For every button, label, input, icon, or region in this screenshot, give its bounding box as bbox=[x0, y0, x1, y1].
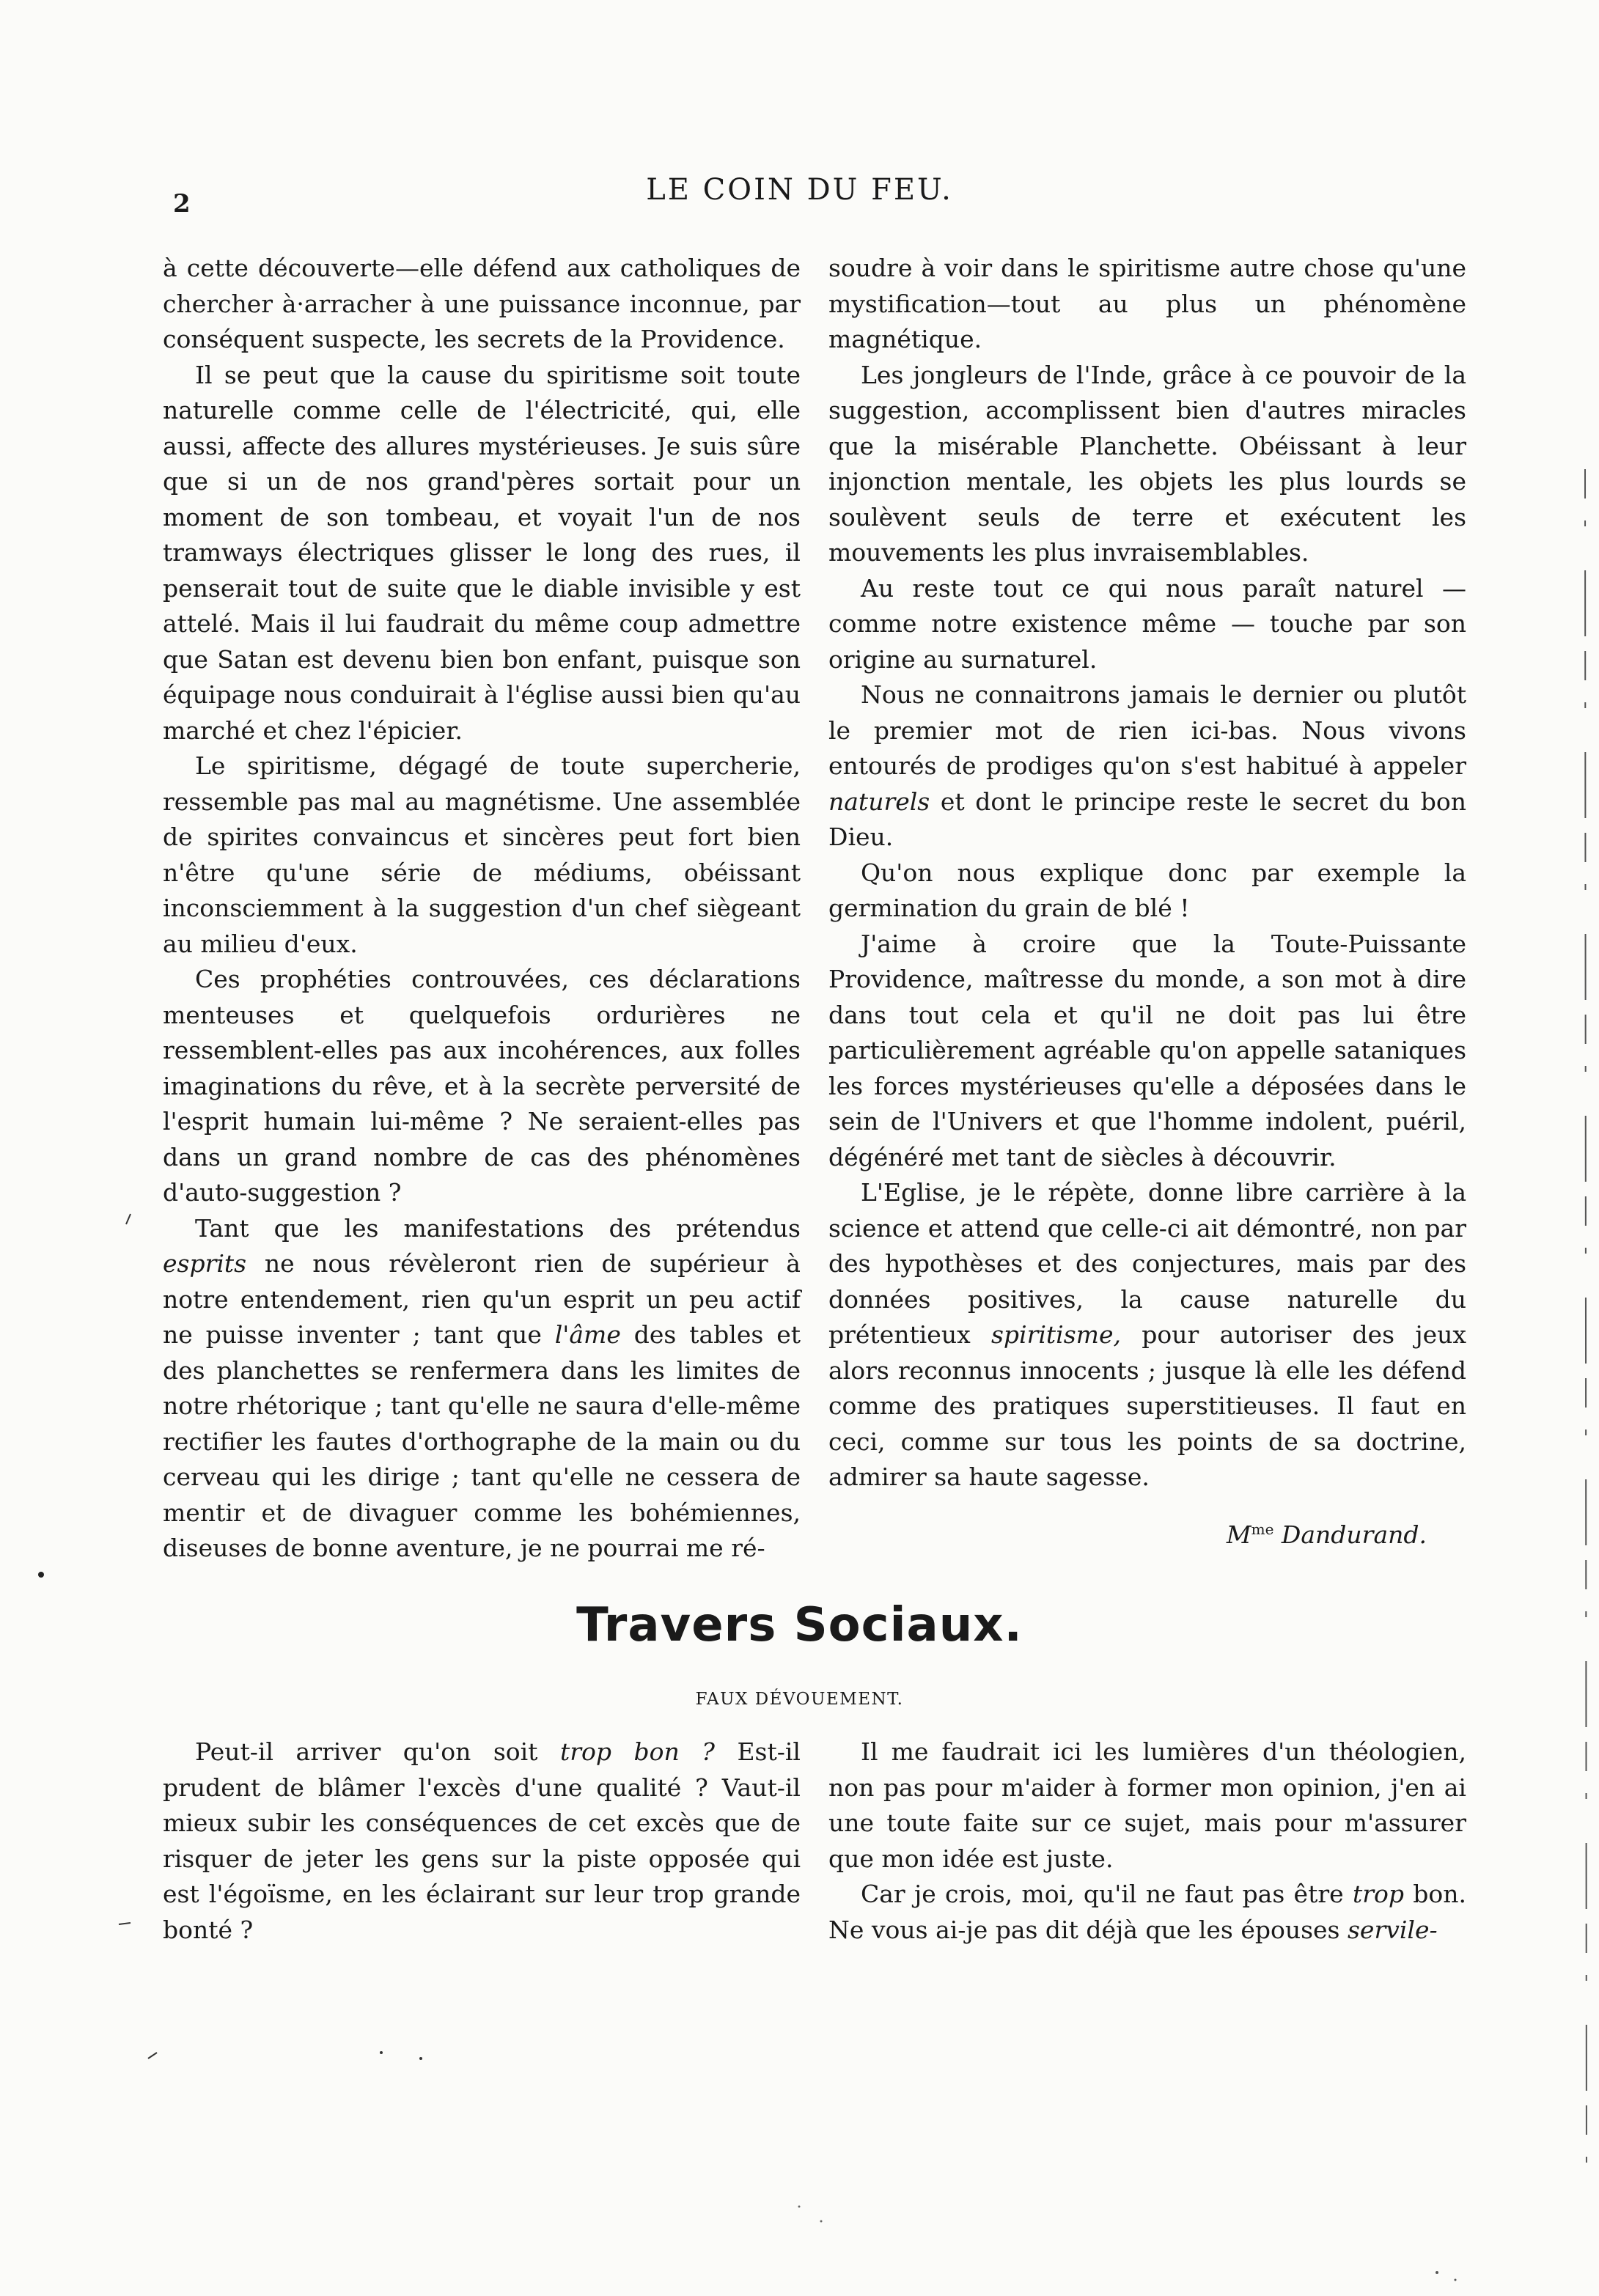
speck bbox=[1436, 2271, 1438, 2274]
binding-edge-mark bbox=[1585, 469, 1587, 2199]
speck bbox=[38, 1572, 44, 1578]
speck bbox=[798, 2206, 801, 2208]
paragraph: Au reste tout ce qui nous paraît naturel — comme notre existence même — touche par son origine au surnaturel. bbox=[828, 573, 1466, 674]
paragraph: J'aime à croire que la Toute-Puissante Providence, maîtresse du monde, a son mot à dire dans tout cela et qu'il ne doit pas lui être particulièrement agréable qu'on appelle sataniques les forces mystérieuses qu'elle a déposées dans le sein de l'Univers et que l'homme indolent, puéril, dégénéré met tant de siècles à découvrir. bbox=[828, 929, 1466, 1171]
speck bbox=[148, 2053, 157, 2058]
italic-text: servile- bbox=[1348, 1915, 1438, 1944]
signature-superscript: me bbox=[1251, 1520, 1274, 1538]
italic-text: trop bbox=[1352, 1880, 1404, 1908]
speck bbox=[380, 2051, 383, 2054]
speck bbox=[1455, 2279, 1457, 2281]
page-number: 2 bbox=[173, 189, 191, 218]
italic-text: spiritisme, bbox=[990, 1320, 1121, 1349]
text-run: et dont le principe reste le secret du bon Dieu. bbox=[828, 787, 1466, 851]
text-run: Car je crois, moi, qu'il ne faut pas être bbox=[861, 1880, 1353, 1908]
running-title: LE COIN DU FEU. bbox=[646, 173, 953, 207]
paragraph: Les jongleurs de l'Inde, grâce à ce pouvoir de la suggestion, accomplissent bien d'autres miracles que la misérable Planchette. Obéissant à leur injonction mentale, les objets les plus lourds se soulèvent seuls de terre et exécutent les mouvements les plus invraisemblables. bbox=[828, 360, 1466, 567]
text-run: Est-il prudent de blâmer l'excès d'une qualité ? Vaut-il mieux subir les conséquences de cet excès que de risquer de jeter les gens sur la piste opposée qui est l'égoïsme, en les éclairant sur leur trop grande bonté ? bbox=[163, 1737, 801, 1944]
paragraph: Qu'on nous explique donc par exemple la germination du grain de blé ! bbox=[828, 858, 1466, 922]
section-title: Travers Sociaux. bbox=[576, 1598, 1023, 1652]
text-run: Nous ne connaitrons jamais le dernier ou plutôt le premier mot de rien ici-bas. Nous vivons entourés de prodiges qu'on s'est habitué à appeler bbox=[828, 680, 1466, 780]
speck bbox=[119, 1923, 131, 1924]
text-run: pour autoriser des jeux alors reconnus innocents ; jusque là elle les défend comme des pratiques superstitieuses. Il faut en ceci, comme sur tous les points de sa doctrine, admirer sa haute sagesse. bbox=[828, 1320, 1466, 1491]
text-run: Tant que les manifestations des prétendus bbox=[195, 1213, 801, 1243]
section-subtitle: FAUX DÉVOUEMENT. bbox=[695, 1690, 904, 1709]
italic-text: l'âme bbox=[554, 1320, 621, 1349]
text-run: bon. Ne vous ai-je pas dit déjà que les épouses bbox=[828, 1880, 1466, 1944]
italic-text: naturels bbox=[828, 787, 930, 816]
paragraph: soudre à voir dans le spiritisme autre chose qu'une mystification—tout au plus un phénomène magnétique. bbox=[828, 254, 1466, 353]
signature-prefix: M bbox=[1226, 1520, 1251, 1549]
paragraph: Le spiritisme, dégagé de toute supercherie, ressemble pas mal au magnétisme. Une assemblée de spirites convaincus et sincères peut fort bien n'être qu'une série de médiums, obéissant inconsciemment à la suggestion d'un chef siègeant au milieu d'eux. bbox=[163, 751, 801, 958]
paragraph: Il se peut que la cause du spiritisme soit toute naturelle comme celle de l'électricité, qui, elle aussi, affecte des allures mystérieuses. Je suis sûre que si un de nos grand'pères sortait pour un moment de son tombeau, et voyait l'un de nos tramways électriques glisser le long des rues, il penserait tout de suite que le diable invisible y est attelé. Mais il lui faudrait du même coup admettre que Satan est devenu bien bon enfant, puisque son équipage nous conduirait à l'église aussi bien qu'au marché et chez l'épicier. bbox=[163, 360, 801, 745]
paragraph: Ces prophéties controuvées, ces déclarations menteuses et quelquefois ordurières ne ressemblent-elles pas aux incohérences, aux folles imaginations du rêve, et à la secrète perversité de l'esprit humain lui-même ? Ne seraient-elles pas dans un grand nombre de cas des phénomènes d'auto-suggestion ? bbox=[163, 965, 801, 1207]
text-run: des tables et des planchettes se renfermera dans les limites de notre rhétorique ; tant qu'elle ne saura d'elle-même rectifier les fautes d'orthographe de la main ou du cerveau qui les dirige ; tant qu'elle ne cessera de mentir et de divaguer comme les bohémiennes, diseuses de bonne aventure, je ne pourrai me ré- bbox=[163, 1320, 801, 1562]
text-run: ne nous révèleront rien de supérieur à notre entendement, rien qu'un esprit un peu actif ne puisse inventer ; tant que bbox=[163, 1249, 801, 1349]
speck bbox=[820, 2220, 823, 2223]
italic-text: esprits bbox=[163, 1249, 247, 1278]
speck bbox=[126, 1214, 131, 1224]
text-run: L'Eglise, je le répète, donne libre carrière à la science et attend que celle-ci ait démontré, non par des hypothèses et des conjectures, mais par des données positives, la cause naturelle du prétentieux bbox=[828, 1178, 1466, 1349]
italic-text: trop bon ? bbox=[559, 1737, 715, 1766]
signature-name: Dandurand. bbox=[1273, 1520, 1427, 1549]
text-run: Peut-il arriver qu'on soit bbox=[195, 1737, 560, 1766]
speck bbox=[419, 2057, 422, 2060]
paragraph: à cette découverte—elle défend aux catholiques de chercher à·arracher à une puissance inconnue, par conséquent suspecte, les secrets de la Providence. bbox=[163, 254, 801, 353]
paragraph: Il me faudrait ici les lumières d'un théologien, non pas pour m'aider à former mon opinion, j'en ai une toute faite sur ce sujet, mais pour m'assurer que mon idée est juste. bbox=[828, 1737, 1466, 1873]
